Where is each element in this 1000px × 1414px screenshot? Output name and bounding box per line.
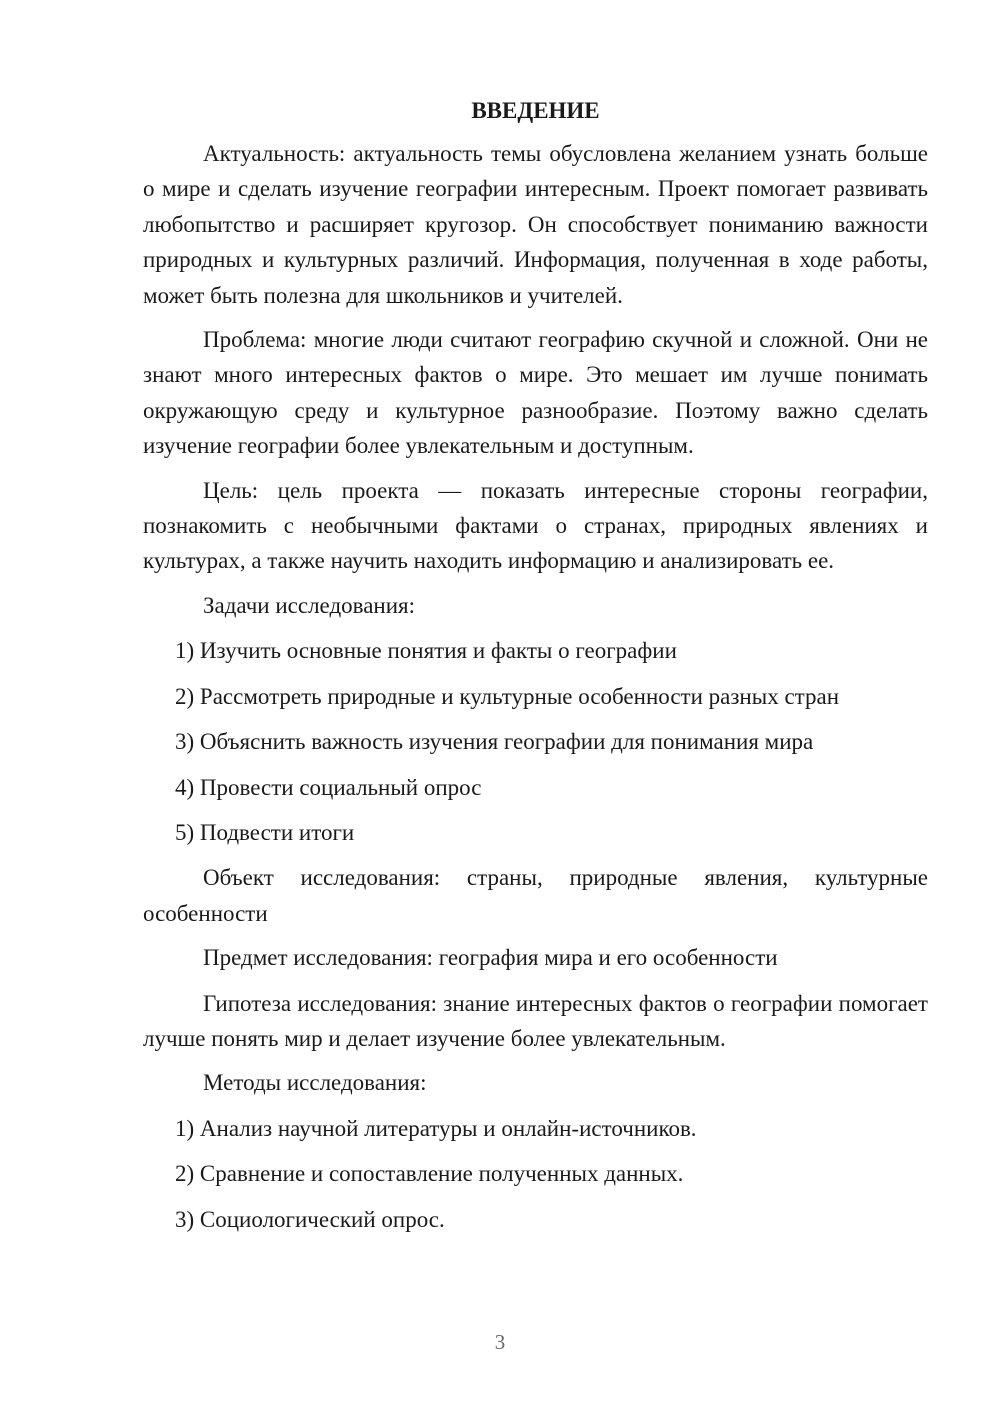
list-item: 2) Рассмотреть природные и культурные особенности разных стран [175,683,840,709]
methods-title: Методы исследования: [203,1070,427,1096]
list-item: 1) Изучить основные понятия и факты о географии [175,638,677,664]
list-item: 3) Социологический опрос. [175,1206,445,1232]
methods-list [143,1111,928,1237]
list-item: 5) Подвести итоги [175,819,355,845]
list-item: 3) Объяснить важность изучения географии для понимания мира [175,729,814,755]
document-page [143,93,928,1247]
problem-paragraph: Проблема: многие люди считают географию скучной и сложной. Они не знают много интересных фактов о мире. Это мешает им лучше понимать окружающую среду и культурное разнообразие. Поэтому важно сделать изучение географии более увлекательным и доступным. [143,327,928,459]
tasks-title: Задачи исследования: [203,592,416,618]
hypothesis-paragraph: Гипотеза исследования: знание интересных фактов о географии помогает лучше понять мир и делает изучение более увлекательным. [143,990,928,1051]
section-heading: ВВЕДЕНИЕ [471,98,600,123]
goal-paragraph: Цель: цель проекта — показать интересные стороны географии, познакомить с необычными фактами о странах, природных явлениях и культурах, а также научить находить информацию и анализировать ее. [143,477,928,574]
actuality-paragraph: Актуальность: актуальность темы обусловлена желанием узнать больше о мире и сделать изучение географии интересным. Проект помогает развивать любопытство и расширяет кругозор. Он способствует пониманию важности природных и культурных различий. Информация, полученная в ходе работы, может быть полезна для школьников и учителей. [143,141,928,308]
list-item: 1) Анализ научной литературы и онлайн-источников. [175,1115,697,1141]
tasks-list [143,633,928,850]
list-item: 4) Провести социальный опрос [175,774,482,800]
object-paragraph: Объект исследования: страны, природные явления, культурные особенности [143,865,928,926]
page-number: 3 [494,1330,506,1354]
subject-paragraph: Предмет исследования: география мира и его особенности [203,945,778,971]
list-item: 2) Сравнение и сопоставление полученных данных. [175,1161,684,1187]
